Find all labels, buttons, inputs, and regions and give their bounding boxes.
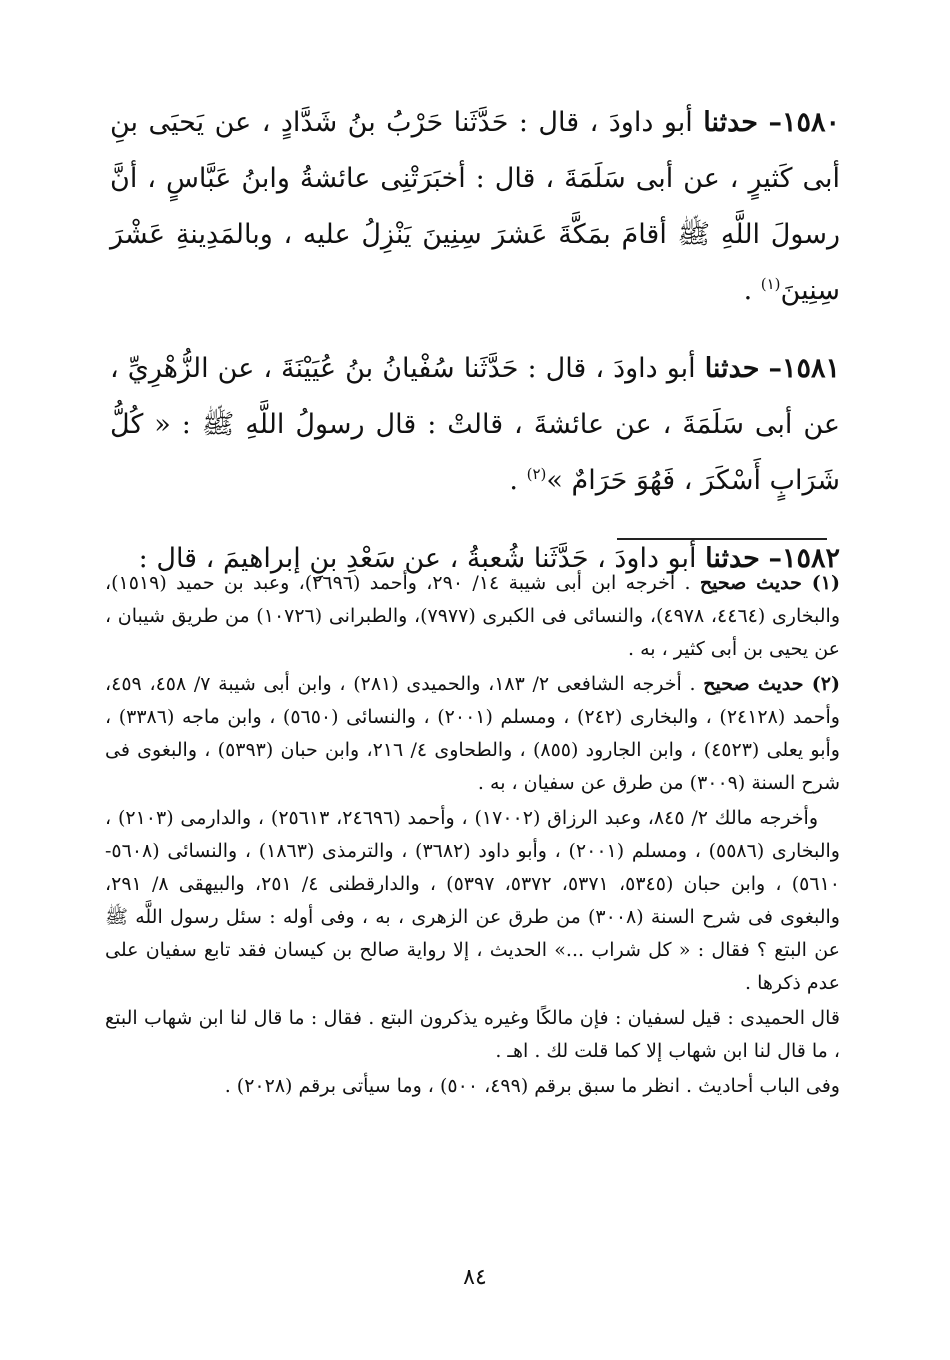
- footnote-2: [105, 668, 840, 800]
- footnote-ref: (٢): [526, 465, 547, 483]
- footnote-label: (٢) حديث صحيح: [703, 673, 840, 695]
- hadith-1581: [110, 341, 840, 509]
- hadith-text: أبو داودَ ، قال : حَدَّثَنا سُفْيانُ بنُ عُيَيْنَةَ ، عن الزُّهْرِيِّ ، عن أبى سَلَمَةَ ، عن عائشةَ ، قالتْ : قال رسولُ اللَّهِ ﷺ : « كُلُّ شَرَابٍ أَسْكَرَ ، فَهُوَ حَرَامٌ »: [110, 353, 840, 496]
- hadith-text: أبو داودَ ، قال : حَدَّثَنا حَرْبُ بنُ شَدَّادٍ ، عن يَحيَى بنِ أبى كَثيرٍ ، عن أبى سَلَمَةَ ، قال : أخبَرَتْنِى عائشةُ وابنُ عَبَّاسٍ ، أنَّ رسولَ اللَّهِ ﷺ أقامَ بمَكَّةَ عَشرَ سِنِينَ يَنْزِلُ عليه ، وبالمَدِينةِ عَشْرَ سِنِينَ: [110, 107, 840, 306]
- hadith-text: أبو داودَ ، حَدَّثَنا شُعبةُ ، عن سَعْدِ بنِ إبراهيمَ ، قال :: [138, 543, 706, 574]
- footnote-paragraph: وأخرجه مالك ٢/ ٨٤٥، وعبد الرزاق (١٧٠٠٢) ، وأحمد (٢٤٦٩٦، ٢٥٦١٣) ، والدارمى (٢١٠٣) ، والبخارى (٥٥٨٦) ، ومسلم (٢٠٠١) ، وأبو داود (٣٦٨٢) ، والترمذى (١٨٦٣) ، والنسائى (٥٦٠٨- ٥٦١٠) ، وابن حبان (٥٣٤٥، ٥٣٧١، ٥٣٧٢، ٥٣٩٧) ، والدارقطنى ٤/ ٢٥١، والبيهقى ٨/ ٢٩١، والبغوى فى شرح السنة (٣٠٠٨) من طرق عن الزهرى ، به ، وفى أوله : سئل رسول اللَّه ﷺ عن البتع ؟ فقال : « كل شراب ...» الحديث ، إلا رواية صالح بن كيسان فقد تابع سفيان على عدم ذكرها .: [105, 807, 840, 994]
- footnote-label: (١) حديث صحيح: [699, 572, 840, 594]
- hadith-tail: .: [509, 465, 527, 496]
- footnote-ref: (١): [760, 275, 781, 293]
- footnotes: [105, 567, 840, 1105]
- main-text: [110, 95, 840, 609]
- hadith-intro: حدثنا: [703, 107, 759, 138]
- hadith-intro: حدثنا: [705, 543, 760, 574]
- hadith-number: ١٥٨٢–: [768, 543, 840, 574]
- hadith-tail: .: [743, 275, 761, 306]
- footnote-separator: [617, 538, 827, 540]
- hadith-intro: حدثنا: [704, 353, 760, 384]
- footnote-paragraph: وفى الباب أحاديث . انظر ما سبق برقم (٤٩٩، ٥٠٠) ، وما سيأتى برقم (٢٠٢٨) .: [224, 1075, 840, 1097]
- hadith-1580: [110, 95, 840, 319]
- hadith-number: ١٥٨٠–: [768, 107, 840, 138]
- page-number: ٨٤: [463, 1265, 487, 1290]
- footnote-1: [105, 567, 840, 666]
- footnote-paragraph: قال الحميدى : قيل لسفيان : فإن مالكًا وغيره يذكرون البتع . فقال : ما قال لنا ابن شهاب البتع ، ما قال لنا ابن شهاب إلا كما قلت لك . اهـ .: [105, 1007, 840, 1062]
- hadith-number: ١٥٨١–: [768, 353, 840, 384]
- footnote-text: . أخرجه الشافعى ٢/ ١٨٣، والحميدى (٢٨١) ، وابن أبى شيبة ٧/ ٤٥٨، ٤٥٩، وأحمد (٢٤١٢٨) ، والبخارى (٢٤٢) ، ومسلم (٢٠٠١) ، والنسائى (٥٦٥٠) ، وابن ماجه (٣٣٨٦) ، وأبو يعلى (٤٥٢٣) ، وابن الجارود (٨٥٥) ، والطحاوى ٤/ ٢١٦، وابن حبان (٥٣٩٣) ، والبغوى فى شرح السنة (٣٠٠٩) من طرق عن سفيان ، به .: [105, 673, 840, 794]
- footnote-text: . أخرجه ابن أبى شيبة ١٤/ ٢٩٠، وأحمد (٢٦٩٦)، وعبد بن حميد (١٥١٩)، والبخارى (٤٤٦٤، ٤٩٧٨)، والنسائى فى الكبرى (٧٩٧٧)، والطبرانى (١٠٧٢٦) من طريق شيبان ، عن يحيى بن أبى كثير ، به .: [105, 572, 841, 660]
